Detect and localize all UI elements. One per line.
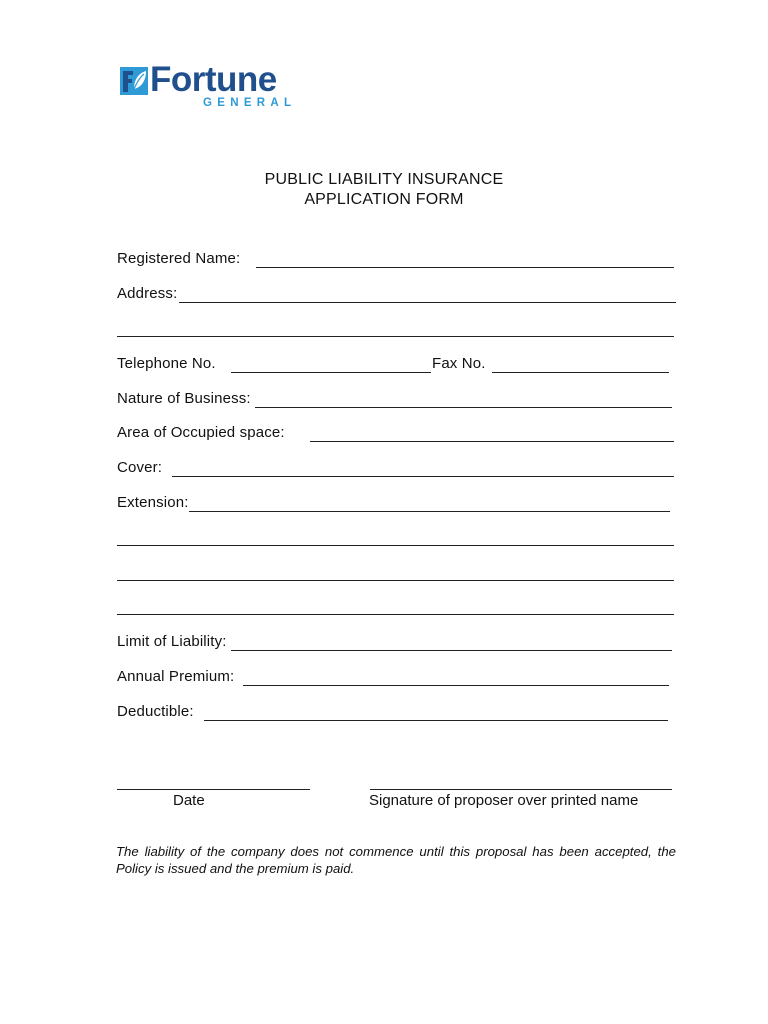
annual-premium-label: Annual Premium:	[117, 668, 235, 685]
extension-field-line-3[interactable]	[117, 580, 674, 581]
address-label: Address:	[117, 285, 178, 302]
signature-field[interactable]	[370, 789, 672, 790]
address-row	[117, 285, 674, 305]
deductible-field[interactable]	[204, 720, 668, 721]
fortune-general-logo	[120, 62, 295, 112]
address-row-2	[117, 319, 674, 339]
logo-name: Fortune	[150, 60, 277, 99]
extension-row-2	[117, 528, 674, 548]
area-label: Area of Occupied space:	[117, 424, 285, 441]
signature-label: Signature of proposer over printed name	[369, 792, 639, 809]
fax-label: Fax No.	[432, 355, 486, 372]
logo-subtitle: GENERAL	[203, 97, 297, 109]
deductible-label: Deductible:	[117, 703, 194, 720]
cover-row	[117, 459, 674, 479]
annual-premium-row	[117, 668, 674, 688]
telephone-label: Telephone No.	[117, 355, 216, 372]
annual-premium-field[interactable]	[243, 685, 669, 686]
extension-field-line-4[interactable]	[117, 614, 674, 615]
registered-name-field[interactable]	[256, 267, 674, 268]
extension-row	[117, 494, 674, 514]
area-row	[117, 424, 674, 444]
extension-label: Extension:	[117, 494, 189, 511]
telephone-field[interactable]	[231, 372, 431, 373]
cover-field[interactable]	[172, 476, 674, 477]
cover-label: Cover:	[117, 459, 163, 476]
extension-row-3	[117, 563, 674, 583]
limit-of-liability-label: Limit of Liability:	[117, 633, 227, 650]
area-field[interactable]	[310, 441, 674, 442]
deductible-row	[117, 703, 674, 723]
nature-of-business-label: Nature of Business:	[117, 390, 251, 407]
nature-of-business-field[interactable]	[255, 407, 672, 408]
extension-field-line-2[interactable]	[117, 545, 674, 546]
telephone-fax-row	[117, 355, 674, 375]
fax-field[interactable]	[492, 372, 669, 373]
registered-name-row	[117, 250, 674, 270]
liability-note: The liability of the company does not commence until this proposal has been accepted, the Policy is issued and the premium is paid.	[116, 844, 676, 876]
address-field[interactable]	[179, 302, 676, 303]
address-field-line-2[interactable]	[117, 336, 674, 337]
extension-row-4	[117, 597, 674, 617]
registered-name-label: Registered Name:	[117, 250, 241, 267]
date-label: Date	[173, 792, 205, 809]
nature-of-business-row	[117, 390, 674, 410]
leaf-logo-icon	[120, 67, 148, 95]
date-field[interactable]	[117, 789, 310, 790]
extension-field[interactable]	[189, 511, 670, 512]
form-title-line-1: PUBLIC LIABILITY INSURANCE	[264, 171, 504, 188]
form-title-line-2: APPLICATION FORM	[304, 191, 464, 208]
limit-of-liability-field[interactable]	[231, 650, 672, 651]
limit-of-liability-row	[117, 633, 674, 653]
